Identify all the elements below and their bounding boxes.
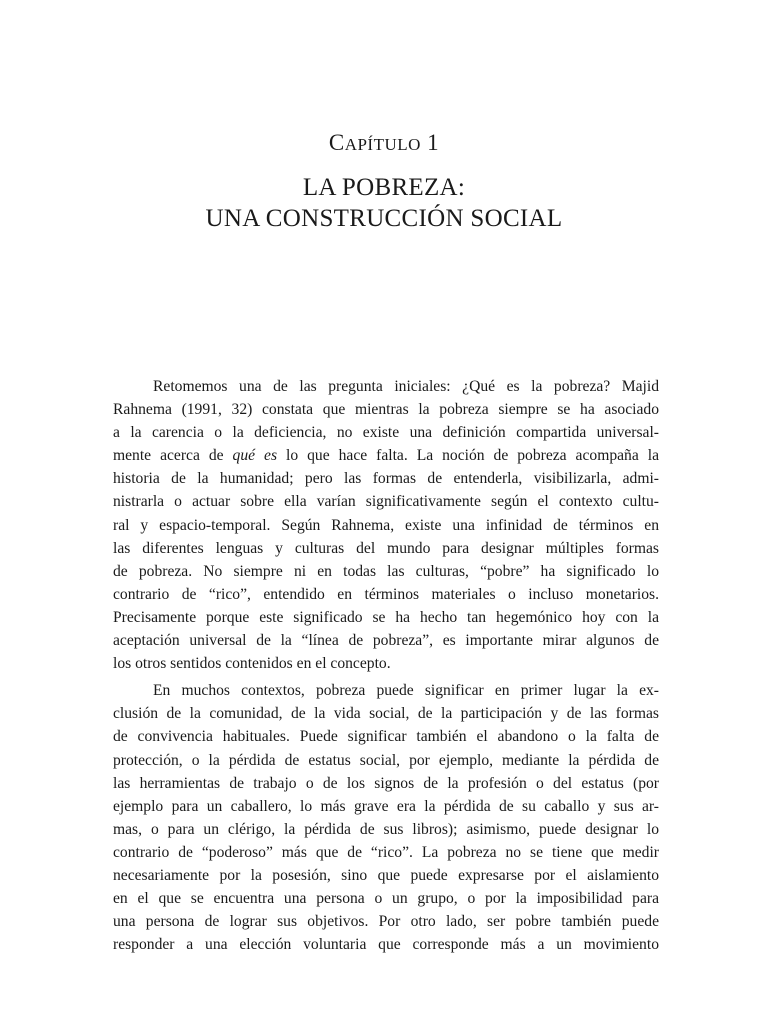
text-line: mente acerca de qué es lo que hace falta. La noción de pobreza acompaña la: [113, 447, 659, 465]
text-line: clusión de la comunidad, de la vida social, de la participación y de las formas: [113, 705, 659, 723]
text-line: una persona de lograr sus objetivos. Por otro lado, ser pobre también puede: [113, 913, 659, 931]
chapter-title-line-2: UNA CONSTRUCCIÓN SOCIAL: [205, 205, 563, 232]
text-line: ral y espacio-temporal. Según Rahnema, existe una infinidad de términos en: [113, 516, 659, 534]
text-line: en el que se encuentra una persona o un grupo, o por la imposibilidad para: [113, 890, 659, 908]
text-line: Rahnema (1991, 32) constata que mientras la pobreza siempre se ha asociado: [113, 401, 659, 419]
chapter-title-line-1: LA POBREZA:: [302, 174, 466, 201]
text-line: Retomemos una de las pregunta iniciales: ¿Qué es la pobreza? Majid: [153, 378, 659, 395]
text-line: las diferentes lenguas y culturas del mundo para designar múltiples formas: [113, 539, 659, 557]
text-line: los otros sentidos contenidos en el concepto.: [113, 655, 391, 673]
chapter-title: [0, 172, 768, 234]
text-line: contrario de “rico”, entendido en términos materiales o incluso monetarios.: [113, 585, 659, 603]
text-line: las herramientas de trabajo o de los signos de la profesión o del estatus (por: [113, 774, 659, 792]
text-line: mas, o para un clérigo, la pérdida de sus libros); asimismo, puede designar lo: [113, 820, 659, 838]
text-line: de convivencia habituales. Puede significar también el abandono o la falta de: [113, 728, 659, 746]
paragraph: [113, 375, 659, 675]
chapter-label: [0, 130, 768, 156]
text-line: de pobreza. No siempre ni en todas las culturas, “pobre” ha significado lo: [113, 562, 659, 580]
text-line: nistrarla o actuar sobre ella varían significativamente según el contexto cultu-: [113, 493, 659, 511]
text-line: Precisamente porque este significado se ha hecho tan hegemónico hoy con la: [113, 608, 659, 626]
text-line: aceptación universal de la “línea de pobreza”, es importante mirar algunos de: [113, 632, 659, 650]
chapter-number: 1: [427, 130, 440, 155]
text-line: protección, o la pérdida de estatus social, por ejemplo, mediante la pérdida de: [113, 751, 659, 769]
text-line: a la carencia o la deficiencia, no existe una definición compartida universal-: [113, 424, 659, 442]
text-line: En muchos contextos, pobreza puede significar en primer lugar la ex-: [153, 682, 659, 700]
paragraph: [113, 679, 659, 956]
text-line: responder a una elección voluntaria que corresponde más a un movimiento: [113, 936, 659, 954]
text-line: contrario de “poderoso” más que de “rico”. La pobreza no se tiene que medir: [113, 843, 659, 861]
text-line: ejemplo para un caballero, lo más grave era la pérdida de su caballo y sus ar-: [113, 797, 659, 815]
text-line: necesariamente por la posesión, sino que puede expresarse por el aislamiento: [113, 866, 659, 884]
body-text: [113, 375, 659, 956]
chapter-label-initial: C: [328, 130, 345, 155]
chapter-label-rest: APÍTULO: [344, 135, 421, 154]
text-line: historia de la humanidad; pero las formas de entenderla, visibilizarla, admi-: [113, 470, 659, 488]
